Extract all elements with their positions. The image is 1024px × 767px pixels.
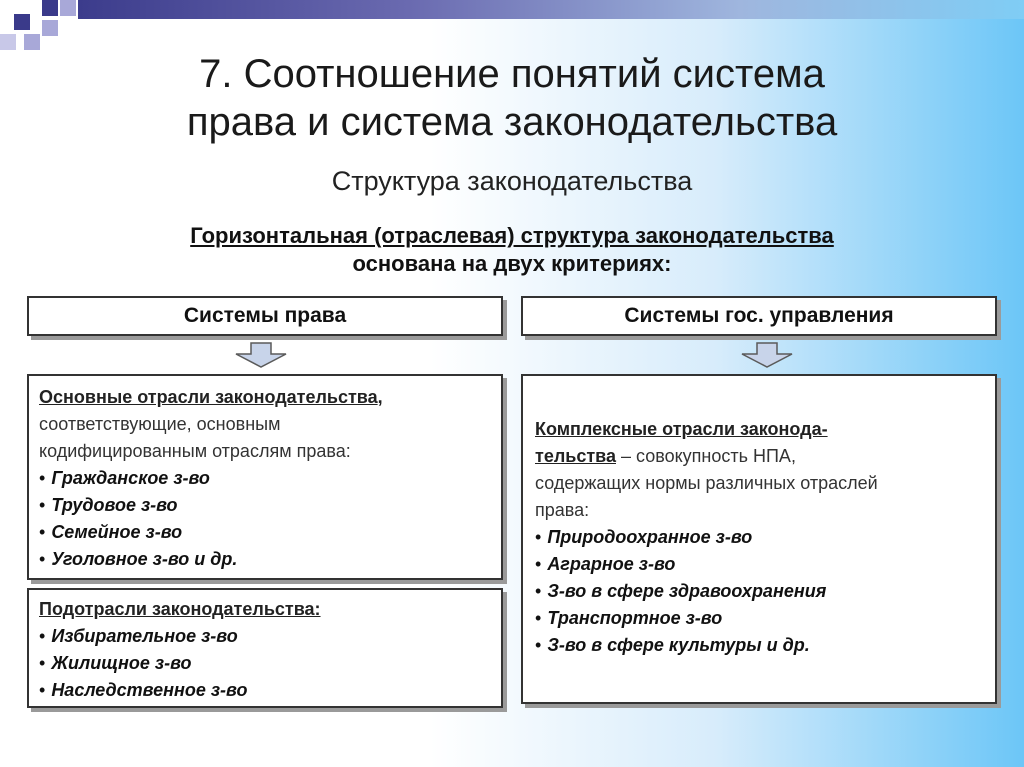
list-item — [535, 605, 983, 632]
decor-square-icon — [42, 0, 58, 16]
main-branches-list — [39, 465, 491, 573]
list-item — [39, 650, 491, 677]
criterion-law-systems — [27, 296, 503, 336]
decor-square-icon — [24, 34, 40, 50]
bullet-icon: • — [535, 554, 542, 574]
main-branches-text-1: соответствующие, основным — [39, 414, 281, 434]
list-item-text: Трудовое з-во — [51, 495, 178, 515]
criterion-gov-systems — [521, 296, 997, 336]
page-subtitle: Структура законодательства — [331, 166, 693, 196]
sub-branches-list — [39, 623, 491, 704]
list-item — [535, 632, 983, 659]
list-item — [39, 519, 491, 546]
decor-square-icon — [14, 14, 30, 30]
list-item-text: Природоохранное з-во — [547, 527, 753, 547]
section-heading-line-2: основана на двух критериях: — [352, 251, 672, 276]
arrow-down-icon — [740, 342, 794, 368]
complex-branches-heading-suffix: – совокупность НПА, — [616, 446, 796, 466]
list-item-text: Семейное з-во — [51, 522, 183, 542]
list-item-text: З-во в сфере здравоохранения — [547, 581, 827, 601]
complex-branches-text-1: содержащих нормы различных отраслей — [535, 473, 878, 493]
arrow-down-icon — [234, 342, 288, 368]
list-item-text: Гражданское з-во — [51, 468, 210, 488]
list-item — [39, 465, 491, 492]
bullet-icon: • — [535, 527, 542, 547]
sub-branches-heading: Подотрасли законодательства: — [39, 599, 321, 619]
criterion-law-systems-label: Системы права — [183, 304, 347, 327]
bullet-icon: • — [39, 680, 46, 700]
complex-branches-list — [535, 524, 983, 659]
main-branches-text-2: кодифицированным отраслям права: — [39, 441, 351, 461]
complex-branches-heading-row — [535, 443, 983, 470]
title-line-2: права и система законодательства — [186, 100, 838, 144]
page-title — [0, 50, 1024, 146]
section-heading — [0, 222, 1024, 278]
bullet-icon: • — [39, 522, 46, 542]
sub-branches-box — [27, 588, 503, 708]
main-branches-heading-suffix: , — [377, 387, 383, 407]
decor-square-icon — [42, 20, 58, 36]
header-gradient-bar — [78, 0, 1024, 19]
section-heading-line-1: Горизонтальная (отраслевая) структура законодательства — [190, 223, 834, 248]
bullet-icon: • — [39, 549, 46, 569]
decor-square-icon — [60, 0, 76, 16]
list-item — [535, 578, 983, 605]
list-item — [39, 623, 491, 650]
bullet-icon: • — [535, 635, 542, 655]
list-item — [39, 546, 491, 573]
bullet-icon: • — [39, 468, 46, 488]
bullet-icon: • — [535, 581, 542, 601]
list-item — [535, 524, 983, 551]
title-line-1: 7. Соотношение понятий система — [199, 52, 825, 96]
criterion-gov-systems-label: Системы гос. управления — [624, 304, 894, 327]
list-item-text: Наследственное з-во — [51, 680, 248, 700]
list-item-text: Избирательное з-во — [51, 626, 238, 646]
list-item — [39, 492, 491, 519]
complex-branches-text-2: права: — [535, 500, 590, 520]
main-branches-heading-row — [39, 384, 491, 411]
list-item-text: Аграрное з-во — [547, 554, 676, 574]
list-item-text: Жилищное з-во — [51, 653, 192, 673]
complex-branches-box — [521, 374, 997, 704]
bullet-icon: • — [535, 608, 542, 628]
list-item — [535, 551, 983, 578]
list-item-text: Уголовное з-во и др. — [51, 549, 238, 569]
list-item-text: З-во в сфере культуры и др. — [547, 635, 810, 655]
list-item-text: Транспортное з-во — [547, 608, 723, 628]
list-item — [39, 677, 491, 704]
complex-branches-heading-1: Комплексные отрасли законода- — [535, 419, 828, 439]
main-branches-box — [27, 374, 503, 580]
complex-branches-heading-2: тельства — [535, 446, 616, 466]
bullet-icon: • — [39, 495, 46, 515]
bullet-icon: • — [39, 626, 46, 646]
bullet-icon: • — [39, 653, 46, 673]
main-branches-heading: Основные отрасли законодательства — [39, 387, 378, 407]
decor-square-icon — [0, 34, 16, 50]
